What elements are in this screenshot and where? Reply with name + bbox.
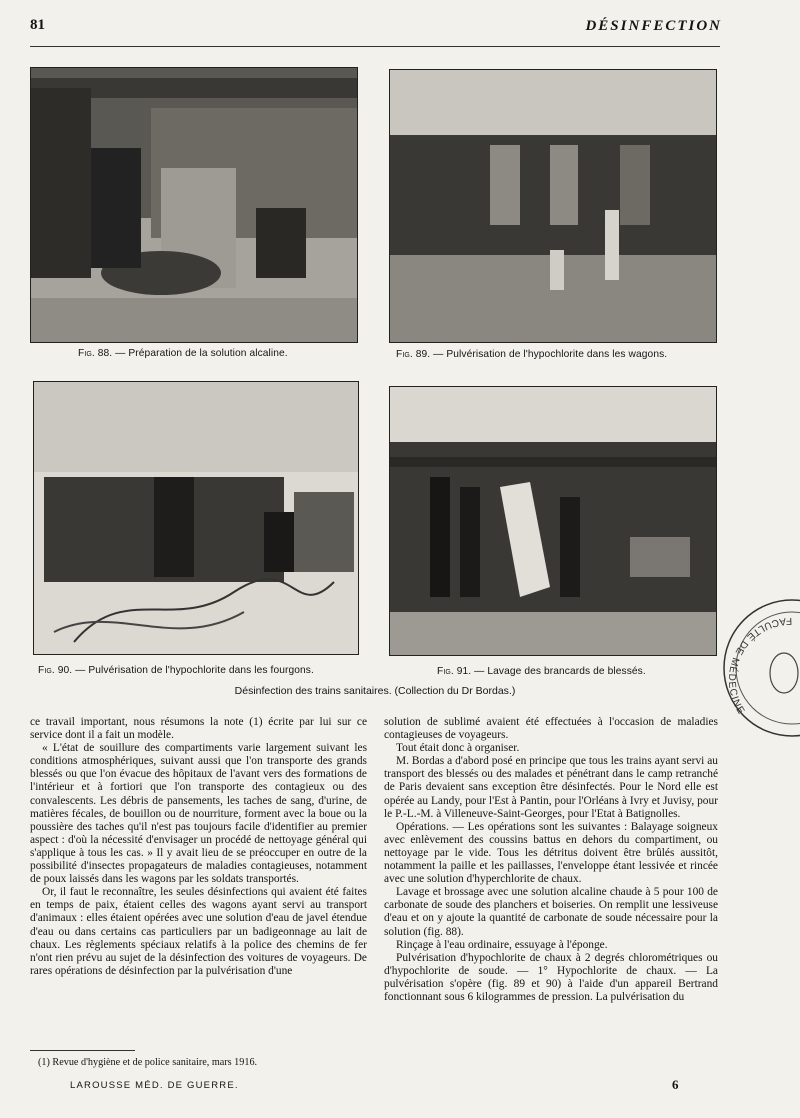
photo-fig-89 (389, 69, 717, 343)
photo-fig-88 (30, 67, 358, 343)
footnote: (1) Revue d'hygiène et de police sanitaire, mars 1916. (38, 1057, 258, 1068)
caption-fig-89 (396, 349, 667, 360)
running-head: DÉSINFECTION (585, 18, 722, 34)
figure-caption-text: — Pulvérisation de l'hypochlorite dans les fourgons. (72, 665, 314, 676)
page-number: 81 (30, 17, 45, 33)
paragraph: Lavage et brossage avec une solution alcaline chaude à 5 pour 100 de carbonate de soude des planchers et boiseries. On remplit une lessiveuse d'eau et on y ajoute la quantité de carbonate de soude nécessaire pour la solution (fig. 88). (384, 886, 718, 938)
library-stamp (712, 598, 800, 738)
paragraph: Or, il faut le reconnaître, les seules désinfections qui avaient été faites en temps de paix, étaient celles des wagons ayant servi au transport d'animaux : elles étaient opérées avec une solution d'eau de javel étendue d'eau ou dans certains cas particuliers par un badigeonnage au lait de chaux. Les règlements spéciaux relatifs à la police des chemins de fer n'ont rien prévu au sujet de la désinfection des voitures de voyageurs. De rares opérations de désinfection par la pulvérisation d'une (30, 886, 367, 977)
stamp-text: FACULTÉ DE MÉDECINE (725, 614, 793, 717)
caption-fig-88 (78, 348, 288, 359)
figure-caption-text: — Préparation de la solution alcaline. (112, 348, 288, 359)
figure-label: Fig. 91. (437, 666, 472, 677)
paragraph: M. Bordas a d'abord posé en principe que tous les trains ayant servi au transport des blessés ou des malades et pénétrant dans le camp retranché de Paris devaient sans exception être désinfectés. Pour le Nord elle est opérée au Landy, pour l'Est à Pantin, pour l'Orléans à Ivry et Juvisy, pour le P.-L.-M. à Villeneuve-Saint-Georges, pour l'Etat à Batignolles. (384, 755, 718, 820)
paragraph: Pulvérisation d'hypochlorite de chaux à 2 degrés chlorométriques ou d'hypochlorite de soude. — 1° Hypochlorite de chaux. — La pulvérisation s'opère (fig. 89 et 90) à l'aide d'un appareil Bertrand fonctionnant sous 6 kilogrammes de pression. La pulvérisation du (384, 951, 718, 1003)
body-column-left (30, 716, 367, 978)
figure-label: Fig. 90. (38, 665, 73, 676)
paragraph: Opérations. — Les opérations sont les suivantes : Balayage soigneux avec enlèvement des coussins battus en dehors du compartiment, ou nettoyage par le vide. Tous les détritus doivent être brûlés aussitôt, notamment la paille et les paillasses, l'enveloppe étant lessivée et rincée avec une solution d'hyperchlorite de chaux. (384, 820, 718, 886)
caption-fig-91 (437, 666, 646, 677)
footnote-rule (30, 1050, 135, 1051)
paragraph: ce travail important, nous résumons la note (1) écrite par lui sur ce service dont il a fait un modèle. (30, 716, 367, 742)
body-column-right (384, 716, 718, 1004)
caption-fig-90 (38, 665, 314, 676)
footer-signature-mark: 6 (672, 1077, 679, 1092)
figures-global-caption: Désinfection des trains sanitaires. (Collection du Dr Bordas.) (234, 685, 516, 697)
footer-publisher: LAROUSSE MÉD. DE GUERRE. (70, 1080, 239, 1091)
photo-fig-90 (33, 381, 359, 655)
photo-fig-91 (389, 386, 717, 656)
paragraph: Tout était donc à organiser. (396, 742, 520, 755)
paragraph: « L'état de souillure des compartiments varie largement suivant les conditions atmosphériques, suivant aussi que l'on transporte des grands blessés ou que l'on évacue des hôpitaux de l'avant vers des formations de l'intérieur et à fortiori que l'on transporte des contagieux ou des convalescents. Les débris de pansements, les taches de sang, d'urine, de matières fécales, de bouillon ou de nourriture, forment avec la boue ou la poussière des taches qu'il n'est pas toujours facile d'identifier au premier aspect : d'où la nécessité d'envisager un procédé de nettoyage général qui s'applique à tous les cas. » Il y avait lieu de se préoccuper en outre de la possibilité d'insectes propagateurs de maladies contagieuses, notamment de poux laissés dans les wagons par les soldats transportés. (30, 742, 367, 886)
paragraph: solution de sublimé avaient été effectuées à l'occasion de maladies contagieuses de voyageurs. (384, 716, 718, 742)
paragraph: Rinçage à l'eau ordinaire, essuyage à l'éponge. (396, 938, 608, 951)
figure-label: Fig. 89. (396, 349, 431, 360)
figure-caption-text: — Pulvérisation de l'hypochlorite dans les wagons. (430, 349, 668, 360)
figure-caption-text: — Lavage des brancards de blessés. (471, 666, 646, 677)
header-rule (30, 46, 720, 47)
figure-label: Fig. 88. (78, 348, 113, 359)
